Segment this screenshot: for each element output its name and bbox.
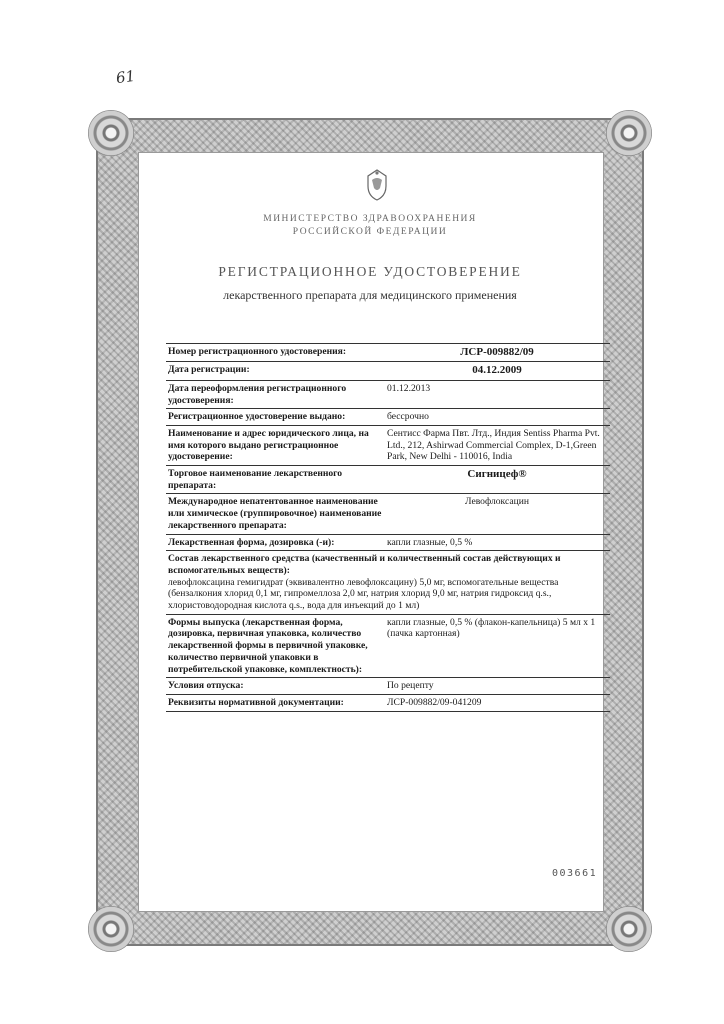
issued-value: бессрочно [385,409,610,426]
dispensing-value: По рецепту [385,678,610,695]
issued-label: Регистрационное удостоверение выдано: [166,409,385,426]
release-forms-label: Формы выпуска (лекарственная форма, дозировка, первичная упаковка, количество лекарственной формы в первичной упаковке, количество первичной упаковки в потребительской упаковке, комплектность): [166,614,385,678]
composition-cell [166,551,610,615]
serial-number: 003661 [552,868,598,879]
dosage-form-label: Лекарственная форма, дозировка (-и): [166,534,385,551]
release-forms-value: капли глазные, 0,5 % (флакон-капельница) 5 мл x 1 (пачка картонная) [385,614,610,678]
holder-value: Сентисс Фарма Пвт. Лтд., Индия Sentiss Pharma Pvt. Ltd., 212, Ashirwad Commercial Complex, D-1,Green Park, New Delhi - 110016, India [385,425,610,465]
composition-label: Состав лекарственного средства (качественный и количественный состав действующих и вспомогательных веществ): [168,553,561,576]
ministry-name-line1: МИНИСТЕРСТВО ЗДРАВООХРАНЕНИЯ [263,214,477,224]
normative-docs-label: Реквизиты нормативной документации: [166,694,385,711]
row-reissue-date [166,380,610,408]
normative-docs-value: ЛСР-009882/09-041209 [385,694,610,711]
row-reg-date [166,362,610,380]
row-reg-number [166,344,610,362]
document-title: РЕГИСТРАЦИОННОЕ УДОСТОВЕРЕНИЕ [218,264,522,279]
row-inn [166,494,610,534]
border-corner-ornament [606,110,652,156]
border-corner-ornament [88,906,134,952]
inn-value: Левофлоксацин [385,494,610,534]
reg-number-value: ЛСР-009882/09 [385,344,610,362]
border-corner-ornament [88,110,134,156]
registration-details-table [166,343,610,712]
row-normative-docs [166,694,610,711]
dosage-form-value: капли глазные, 0,5 % [385,534,610,551]
row-dispensing [166,678,610,695]
dispensing-label: Условия отпуска: [166,678,385,695]
holder-label: Наименование и адрес юридического лица, на имя которого выдано регистрационное удостоверение: [166,425,385,465]
reg-date-label: Дата регистрации: [166,362,385,380]
row-dosage-form [166,534,610,551]
row-composition [166,551,610,615]
row-trade-name [166,466,610,494]
row-release-forms [166,614,610,678]
reissue-date-value: 01.12.2013 [385,380,610,408]
inn-label: Международное непатентованное наименование или химическое (группировочное) наименование лекарственного препарата: [166,494,385,534]
handwritten-page-number: 61 [114,66,137,88]
composition-value: левофлоксацина гемигидрат (эквивалентно левофлоксацину) 5,0 мг, вспомогательные вещества (бензалкония хлорид 0,1 мг, гипромеллоза 2,0 мг, натрия хлорид 9,0 мг, натрия гидроксид q.s., хлористоводородная кислота q.s., вода для инъекций до 1 мл) [168,576,559,612]
border-corner-ornament [606,906,652,952]
trade-name-label: Торговое наименование лекарственного препарата: [166,466,385,494]
coat-of-arms-emblem-icon [364,168,390,202]
document-subtitle: лекарственного препарата для медицинского применения [223,288,517,302]
reissue-date-label: Дата переоформления регистрационного удостоверения: [166,380,385,408]
trade-name-value: Сигницеф® [385,466,610,494]
reg-number-label: Номер регистрационного удостоверения: [166,344,385,362]
reg-date-value: 04.12.2009 [385,362,610,380]
ministry-name-line2: РОССИЙСКОЙ ФЕДЕРАЦИИ [292,227,448,237]
row-issued [166,409,610,426]
row-holder [166,425,610,465]
